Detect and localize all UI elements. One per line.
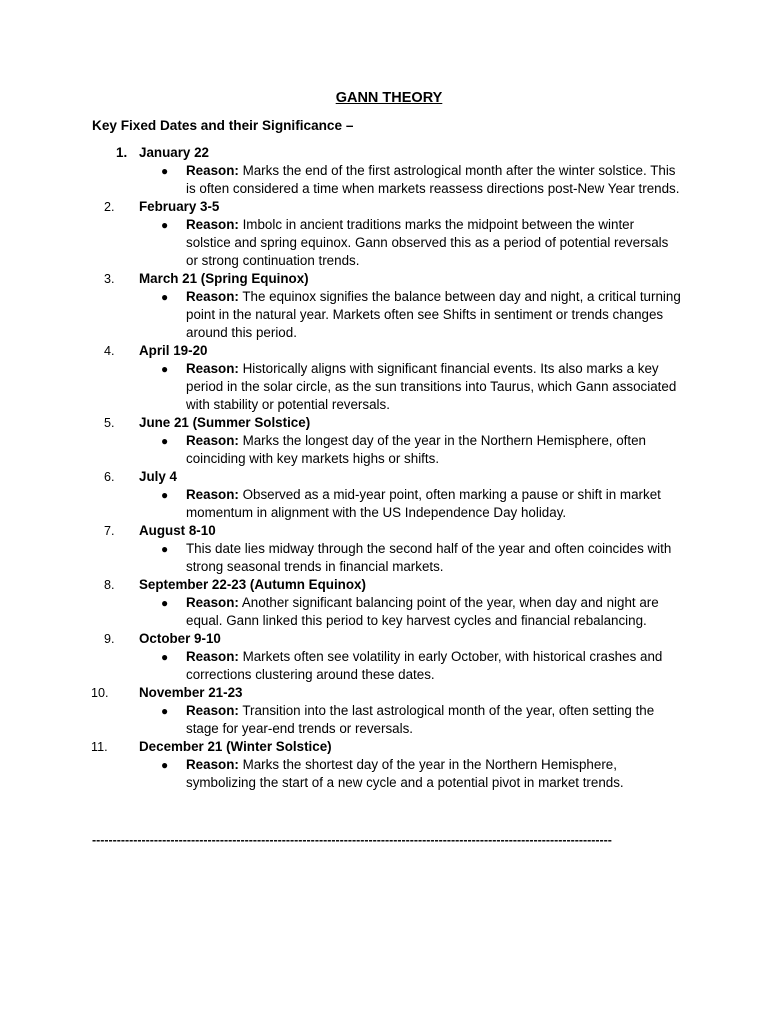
dashed-separator: ------------------------------------------------------------------------------------------------------------------------------ <box>92 833 612 847</box>
reason-bullet <box>139 162 682 198</box>
date-heading: August 8-10 <box>139 523 216 538</box>
item-number: 4. <box>104 344 115 358</box>
section-subtitle: Key Fixed Dates and their Significance – <box>92 118 354 133</box>
reason-bullet <box>139 216 682 270</box>
reason-label: Reason: <box>186 361 239 376</box>
bullet-icon: ● <box>161 164 169 178</box>
reason-text: Transition into the last astrological month of the year, often setting the stage for year-end trends or reversals. <box>186 703 655 736</box>
bullet-icon: ● <box>161 596 169 610</box>
item-number: 7. <box>104 524 115 538</box>
reason-label: Reason: <box>186 595 239 610</box>
key-dates-list <box>92 144 682 792</box>
reason-label: Reason: <box>186 757 239 772</box>
list-item <box>92 144 682 198</box>
item-number: 9. <box>104 632 115 646</box>
reason-text: Imbolc in ancient traditions marks the midpoint between the winter solstice and spring equinox. Gann observed this as a period of potential reversals or strong continuation trends. <box>186 217 669 268</box>
reason-text: This date lies midway through the second half of the year and often coincides with strong seasonal trends in financial markets. <box>186 541 672 574</box>
item-number: 6. <box>104 470 115 484</box>
reason-bullet <box>139 432 682 468</box>
date-heading: December 21 (Winter Solstice) <box>139 739 332 754</box>
list-item <box>92 630 682 684</box>
item-number: 8. <box>104 578 115 592</box>
list-item <box>92 576 682 630</box>
item-number: 5. <box>104 416 115 430</box>
list-item <box>92 522 682 576</box>
list-item <box>92 684 682 738</box>
bullet-icon: ● <box>161 488 169 502</box>
reason-text: Observed as a mid-year point, often marking a pause or shift in market momentum in alignment with the US Independence Day holiday. <box>186 487 661 520</box>
list-item <box>92 414 682 468</box>
reason-text: Markets often see volatility in early October, with historical crashes and corrections clustering around these dates. <box>186 649 663 682</box>
reason-bullet <box>139 594 682 630</box>
bullet-icon: ● <box>161 704 169 718</box>
reason-bullet <box>139 756 682 792</box>
reason-bullet <box>139 540 682 576</box>
date-heading: January 22 <box>139 145 209 160</box>
item-number: 1. <box>116 145 128 160</box>
reason-bullet <box>139 360 682 414</box>
reason-bullet <box>139 648 682 684</box>
date-heading: February 3-5 <box>139 199 220 214</box>
date-heading: September 22-23 (Autumn Equinox) <box>139 577 366 592</box>
reason-text: The equinox signifies the balance between day and night, a critical turning point in the natural year. Markets often see Shifts in sentiment or trends changes around this period. <box>186 289 681 340</box>
reason-label: Reason: <box>186 487 239 502</box>
list-item <box>92 342 682 414</box>
date-heading: June 21 (Summer Solstice) <box>139 415 311 430</box>
reason-text: Marks the end of the first astrological month after the winter solstice. This is often considered a time when markets reassess directions post-New Year trends. <box>186 163 680 196</box>
reason-label: Reason: <box>186 649 239 664</box>
reason-label: Reason: <box>186 163 239 178</box>
bullet-icon: ● <box>161 542 169 556</box>
list-item <box>92 468 682 522</box>
reason-text: Another significant balancing point of the year, when day and night are equal. Gann linked this period to key harvest cycles and financial rebalancing. <box>186 595 659 628</box>
reason-label: Reason: <box>186 289 239 304</box>
reason-text: Marks the shortest day of the year in the Northern Hemisphere, symbolizing the start of a new cycle and a potential pivot in market trends. <box>186 757 624 790</box>
date-heading: October 9-10 <box>139 631 221 646</box>
item-number: 11. <box>91 740 108 754</box>
reason-text: Marks the longest day of the year in the Northern Hemisphere, often coinciding with key markets highs or shifts. <box>186 433 646 466</box>
list-item <box>92 198 682 270</box>
reason-bullet <box>139 702 682 738</box>
item-number: 3. <box>104 272 115 286</box>
bullet-icon: ● <box>161 650 169 664</box>
bullet-icon: ● <box>161 362 169 376</box>
item-number: 2. <box>104 200 115 214</box>
bullet-icon: ● <box>161 758 169 772</box>
date-heading: April 19-20 <box>139 343 208 358</box>
reason-bullet <box>139 288 682 342</box>
document-page <box>92 89 682 792</box>
document-title: GANN THEORY <box>335 90 443 106</box>
date-heading: July 4 <box>139 469 177 484</box>
date-heading: November 21-23 <box>139 685 243 700</box>
reason-label: Reason: <box>186 433 239 448</box>
bullet-icon: ● <box>161 218 169 232</box>
list-item <box>92 738 682 792</box>
reason-text: Historically aligns with significant financial events. Its also marks a key period in the solar circle, as the sun transitions into Taurus, which Gann associated with stability or potential reversals. <box>186 361 677 412</box>
list-item <box>92 270 682 342</box>
reason-label: Reason: <box>186 703 239 718</box>
reason-label: Reason: <box>186 217 239 232</box>
reason-bullet <box>139 486 682 522</box>
item-number: 10. <box>91 686 109 700</box>
date-heading: March 21 (Spring Equinox) <box>139 271 309 286</box>
bullet-icon: ● <box>161 290 169 304</box>
bullet-icon: ● <box>161 434 169 448</box>
